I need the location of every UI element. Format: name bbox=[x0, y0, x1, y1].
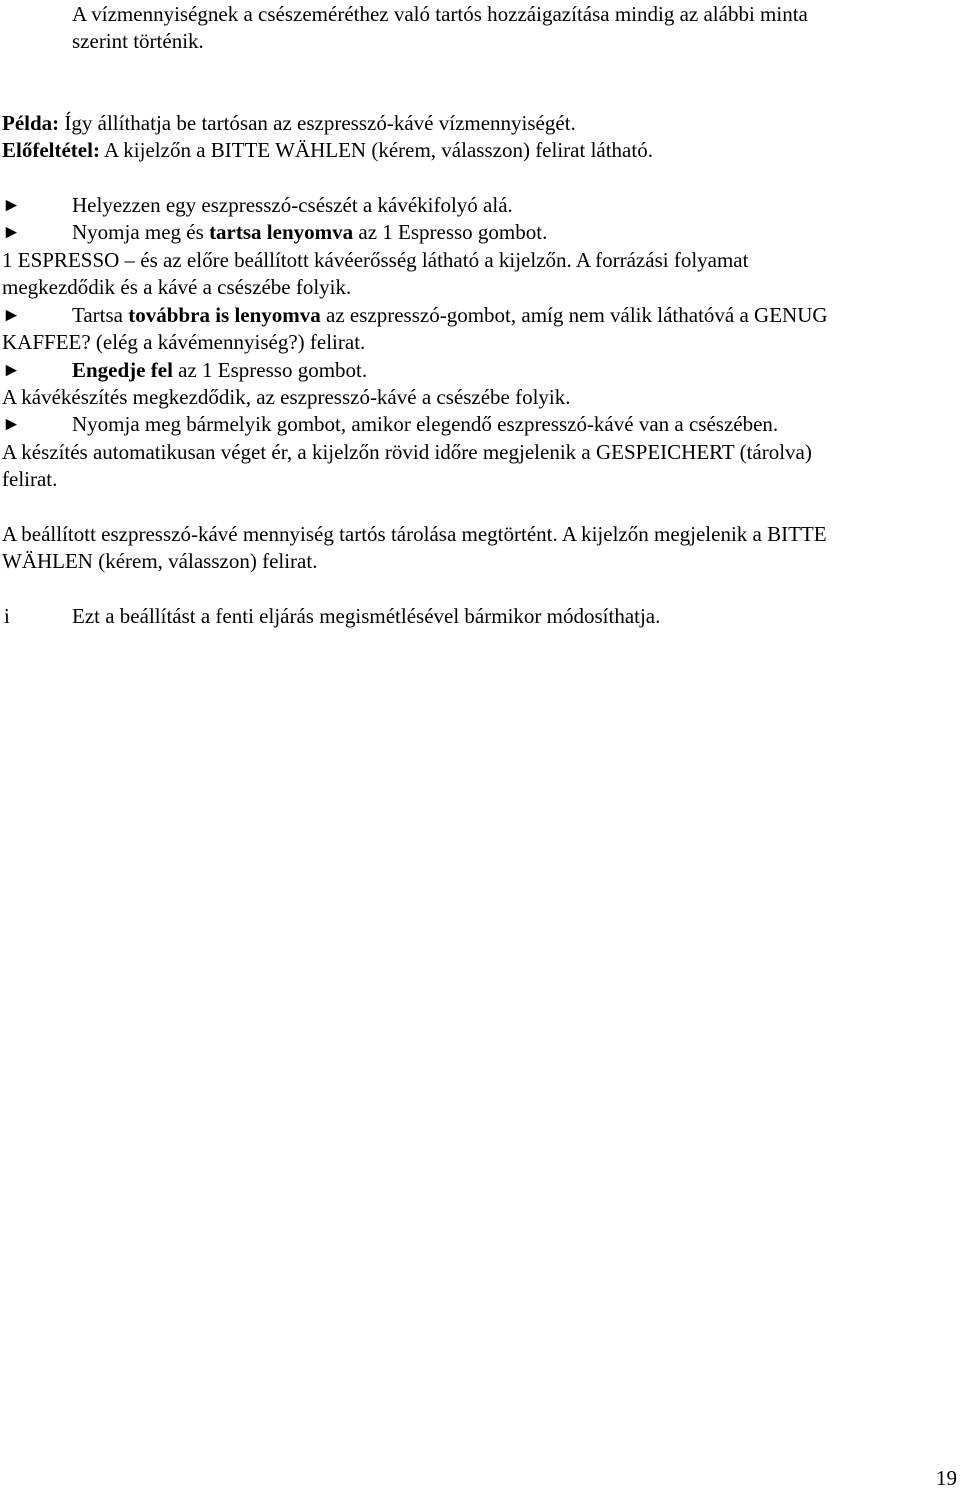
arrow-icon: ► bbox=[2, 222, 21, 243]
arrow-icon: ► bbox=[2, 414, 21, 435]
summary-line-1: A beállított eszpresszó-kávé mennyiség tartós tárolása megtörtént. A kijelzőn megjelenik a BITTE bbox=[2, 522, 827, 546]
step-1: Helyezzen egy eszpresszó-csészét a kávékifolyó alá. bbox=[72, 193, 513, 217]
step-2-bold: tartsa lenyomva bbox=[209, 220, 354, 244]
precondition-line bbox=[2, 137, 653, 164]
step-2-text: Nyomja meg és bbox=[72, 220, 210, 244]
result-4: A kávékészítés megkezdődik, az eszpresszó-kávé a csészébe folyik. bbox=[2, 385, 571, 409]
example-label: Példa: bbox=[2, 111, 60, 135]
arrow-icon: ► bbox=[2, 195, 21, 216]
info-note: Ezt a beállítást a fenti eljárás megismétlésével bármikor módosíthatja. bbox=[72, 604, 661, 628]
result-5-line-2: felirat. bbox=[2, 467, 58, 491]
step-2-text-end: az 1 Espresso gombot. bbox=[353, 220, 548, 244]
result-2-line-2: megkezdődik és a kávé a csészébe folyik. bbox=[2, 275, 352, 299]
step-3-line-2: KAFFEE? (elég a kávémennyiség?) felirat. bbox=[2, 330, 366, 354]
step-3-bold: továbbra is lenyomva bbox=[128, 303, 321, 327]
example-text: Így állíthatja be tartósan az eszpresszó-kávé vízmennyiségét. bbox=[59, 111, 576, 135]
intro-line-2: szerint történik. bbox=[72, 29, 204, 53]
arrow-icon: ► bbox=[2, 360, 21, 381]
intro-line-1: A vízmennyiségnek a csészeméréthez való tartós hozzáigazítása mindig az alábbi minta bbox=[72, 2, 808, 26]
result-2-line-1: 1 ESPRESSO – és az előre beállított kávéerősség látható a kijelzőn. A forrázási folyamat bbox=[2, 248, 749, 272]
step-2 bbox=[72, 219, 547, 246]
page-number: 19 bbox=[936, 1466, 957, 1490]
summary-line-2: WÄHLEN (kérem, válasszon) felirat. bbox=[2, 549, 318, 573]
step-4 bbox=[72, 357, 367, 384]
step-3 bbox=[72, 302, 828, 329]
step-3-text-end: az eszpresszó-gombot, amíg nem válik láthatóvá a GENUG bbox=[320, 303, 828, 327]
precondition-label: Előfeltétel: bbox=[2, 138, 100, 162]
step-3-text: Tartsa bbox=[72, 303, 129, 327]
example-line bbox=[2, 110, 576, 137]
step-5: Nyomja meg bármelyik gombot, amikor elegendő eszpresszó-kávé van a csészében. bbox=[72, 412, 779, 436]
result-5-line-1: A készítés automatikusan véget ér, a kijelzőn rövid időre megjelenik a GESPEICHERT (tárolva) bbox=[2, 440, 812, 464]
info-icon: i bbox=[4, 604, 10, 628]
arrow-icon: ► bbox=[2, 305, 21, 326]
precondition-text: A kijelzőn a BITTE WÄHLEN (kérem, válasszon) felirat látható. bbox=[99, 138, 653, 162]
step-4-bold: Engedje fel bbox=[72, 358, 173, 382]
step-4-text: az 1 Espresso gombot. bbox=[172, 358, 368, 382]
